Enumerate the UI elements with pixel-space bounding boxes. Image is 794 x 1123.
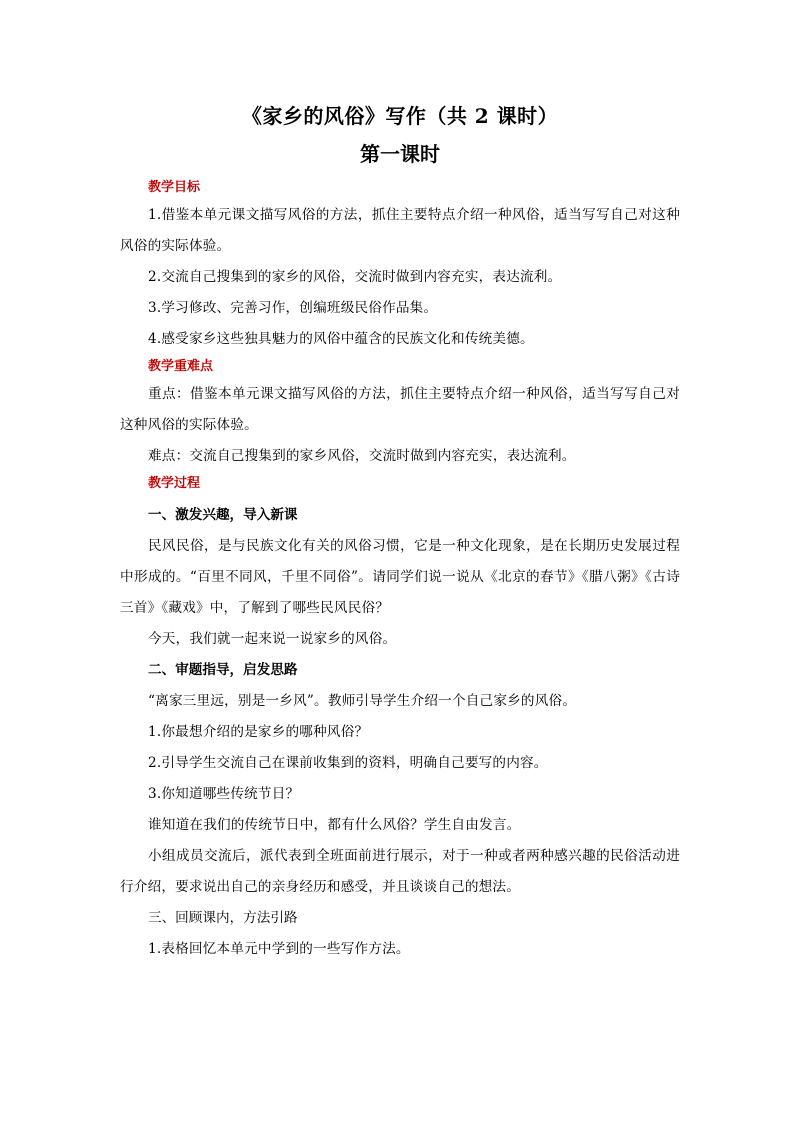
section-2-paragraph: 小组成员交流后，派代表到全班面前进行展示，对于一种或者两种感兴趣的民俗活动进行介绍，要求说出自己的亲身经历和感受，并且谈谈自己的想法。 xyxy=(120,848,680,895)
objective-item: 4.感受家乡这些独具魅力的风俗中蕴含的民族文化和传统美德。 xyxy=(148,331,534,347)
key-points-heading: 教学重难点 xyxy=(148,359,214,374)
document-page xyxy=(120,96,680,965)
section-2-paragraph: “离家三里远，别是一乡风”。教师引导学生介绍一个自己家乡的风俗。 xyxy=(148,693,577,709)
section-2-paragraph: 谁知道在我们的传统节日中，都有什么风俗？学生自由发言。 xyxy=(148,817,521,833)
objective-item: 2.交流自己搜集到的家乡的风俗，交流时做到内容充实，表达流利。 xyxy=(148,269,562,285)
section-1-title: 一、激发兴趣，导入新课 xyxy=(148,507,298,523)
section-3-title: 三、回顾课内，方法引路 xyxy=(148,910,298,926)
key-point: 重点：借鉴本单元课文描写风俗的方法，抓住主要特点介绍一种风俗，适当写写自己对这种风俗的实际体验。 xyxy=(120,386,680,433)
section-2-title: 二、审题指导，启发思路 xyxy=(148,662,298,678)
section-1-paragraph: 今天，我们就一起来说一说家乡的风俗。 xyxy=(148,631,397,647)
section-2-paragraph: 3.你知道哪些传统节日？ xyxy=(148,786,300,802)
objective-item: 1.借鉴本单元课文描写风俗的方法，抓住主要特点介绍一种风俗，适当写写自己对这种风俗的实际体验。 xyxy=(120,207,680,254)
difficult-point: 难点：交流自己搜集到的家乡风俗，交流时做到内容充实，表达流利。 xyxy=(148,448,576,464)
process-heading: 教学过程 xyxy=(148,476,201,491)
section-1-paragraph: 民风民俗，是与民族文化有关的风俗习惯，它是一种文化现象，是在长期历史发展过程中形成的。“百里不同风，千里不同俗”。请同学们说一说从《北京的春节》《腊八粥》《古诗三首》《藏戏》中，了解到了哪些民风民俗？ xyxy=(120,538,680,616)
section-2-paragraph: 1.你最想介绍的是家乡的哪种风俗？ xyxy=(148,724,369,740)
lesson-title: 第一课时 xyxy=(360,142,440,166)
section-3-paragraph: 1.表格回忆本单元中学到的一些写作方法。 xyxy=(148,941,410,957)
objective-item: 3.学习修改、完善习作，创编班级民俗作品集。 xyxy=(148,300,438,316)
section-2-paragraph: 2.引导学生交流自己在课前收集到的资料，明确自己要写的内容。 xyxy=(148,755,548,771)
document-title: 《家乡的风俗》写作（共 2 课时） xyxy=(241,104,559,128)
objectives-heading: 教学目标 xyxy=(148,180,201,195)
